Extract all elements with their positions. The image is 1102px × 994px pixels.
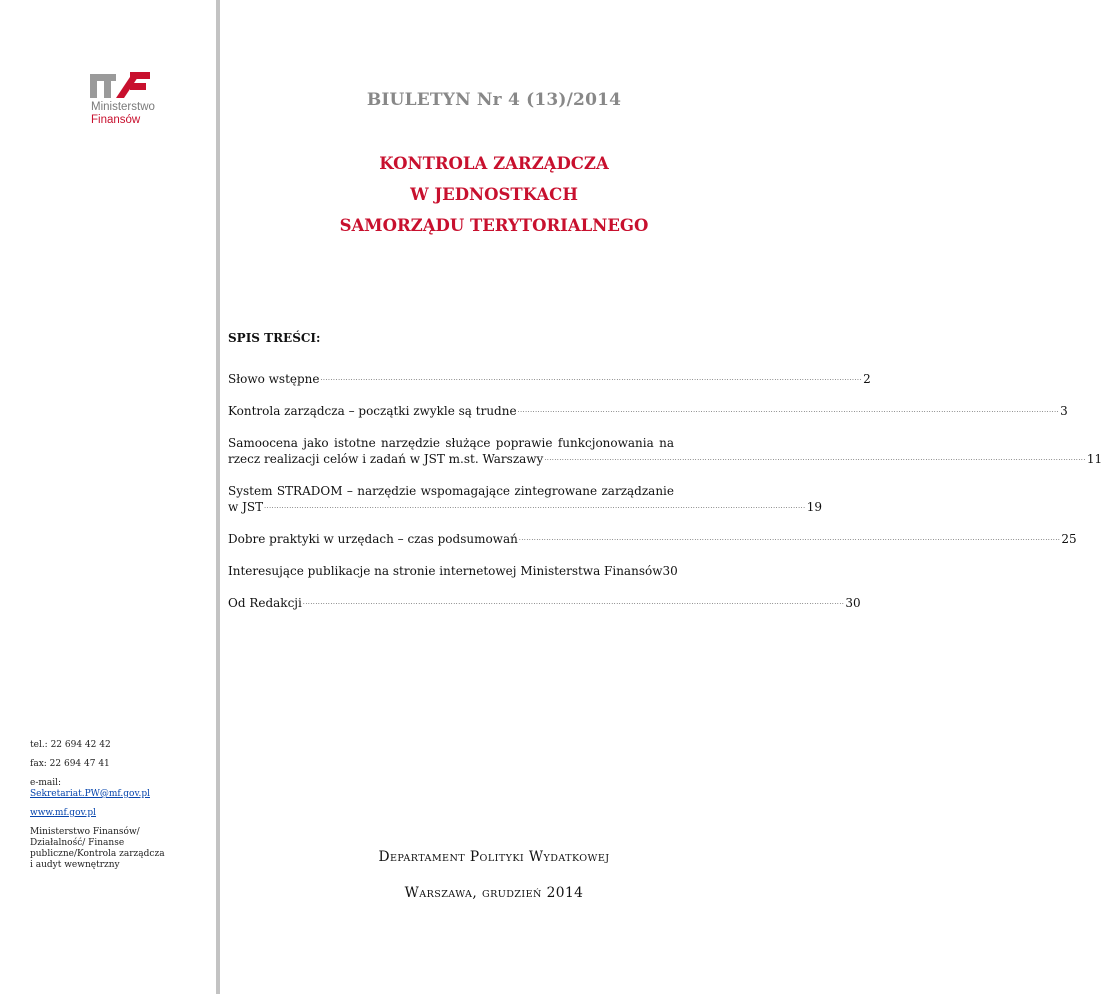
toc-entry-page: 25 [1061,532,1077,546]
logo-text-finansow: Finansów [91,114,141,126]
toc-entry-od-redakcji[interactable] [228,595,861,611]
toc-leader-dots: ........................................................................................................................................................................................................................ [264,503,806,510]
document-title [220,148,768,241]
contact-path-line: i audyt wewnętrzny [30,860,120,870]
toc-heading: SPIS TREŚCI: [228,331,321,345]
ministry-logo [88,68,168,132]
title-line-2: W JEDNOSTKACH [410,185,578,204]
contact-website-link[interactable]: www.mf.gov.pl [30,808,97,818]
contact-website-block [30,808,210,819]
toc-entry-title: rzecz realizacji celów i zadań w JST m.st. Warszawy [228,452,544,466]
toc-entry-publikacje[interactable] [228,563,678,579]
contact-info [30,740,210,879]
toc-entry-dobre-praktyki[interactable] [228,531,1077,547]
title-line-1: KONTROLA ZARZĄDCZA [379,154,609,173]
contact-path-line: Działalność/ Finanse [30,838,125,848]
contact-email-label: e-mail: [30,778,62,788]
toc-leader-dots: ........................................................................................................................................................................................................................ [302,599,845,606]
bulletin-number: BIULETYN Nr 4 (13)/2014 [366,90,622,110]
department-name [220,840,768,876]
toc-leader-dots: ........................................................................................................................................................................................................................ [518,535,1061,542]
toc-entry-slowo-wstepne[interactable] [228,371,871,387]
toc-entry-title-line1: Samoocena jako istotne narzędzie służące poprawie funkcjonowania na [228,436,674,450]
table-of-contents [228,371,1102,611]
toc-leader-dots: ........................................................................................................................................................................................................................ [544,455,1086,462]
logo-text [91,101,155,127]
contact-email-block [30,778,210,800]
toc-leader-dots: ........................................................................................................................................................................................................................ [517,407,1060,414]
logo-text-ministerstwo: Ministerstwo [91,101,155,113]
toc-entry-system-stradom[interactable] [228,483,822,515]
toc-entry-title-line1: System STRADOM – narzędzie wspomagające zintegrowane zarządzanie [228,484,674,498]
toc-leader-dots: ........................................................................................................................................................................................................................ [320,375,863,382]
toc-entry-page: 30 [845,596,861,610]
contact-path-line: Ministerstwo Finansów/ [30,827,140,837]
toc-entry-kontrola-zarzadcza[interactable] [228,403,1068,419]
toc-entry-samoocena[interactable] [228,435,1102,467]
mf-logo-icon [88,68,154,100]
contact-email-link[interactable]: Sekretariat.PW@mf.gov.pl [30,789,150,799]
contact-fax: fax: 22 694 47 41 [30,759,110,769]
toc-entry-title: Dobre praktyki w urzędach – czas podsumowań [228,532,518,546]
footer [220,840,768,912]
toc-entry-title: Kontrola zarządcza – początki zwykle są trudne [228,404,517,418]
toc-entry-page: 30 [662,564,678,578]
toc-entry-page: 19 [806,500,822,514]
contact-path-line: publiczne/Kontrola zarządcza [30,849,165,859]
toc-entry-title: w JST [228,500,264,514]
toc-entry-title: Interesujące publikacje na stronie internetowej Ministerstwa Finansów [228,564,663,578]
contact-tel: tel.: 22 694 42 42 [30,740,111,750]
toc-entry-page: 3 [1060,404,1068,418]
toc-entry-page: 11 [1086,452,1102,466]
title-line-3: SAMORZĄDU TERYTORIALNEGO [339,216,649,235]
toc-entry-page: 2 [863,372,871,386]
toc-entry-title: Od Redakcji [228,596,302,610]
contact-path [30,827,210,871]
city-date [220,876,768,912]
toc-entry-title: Słowo wstępne [228,372,320,386]
city-date-text: WARSZAWA, GRUDZIEŃ 2014 [404,885,584,901]
department-name-text: DEPARTAMENT POLITYKI WYDATKOWEJ [378,849,610,865]
